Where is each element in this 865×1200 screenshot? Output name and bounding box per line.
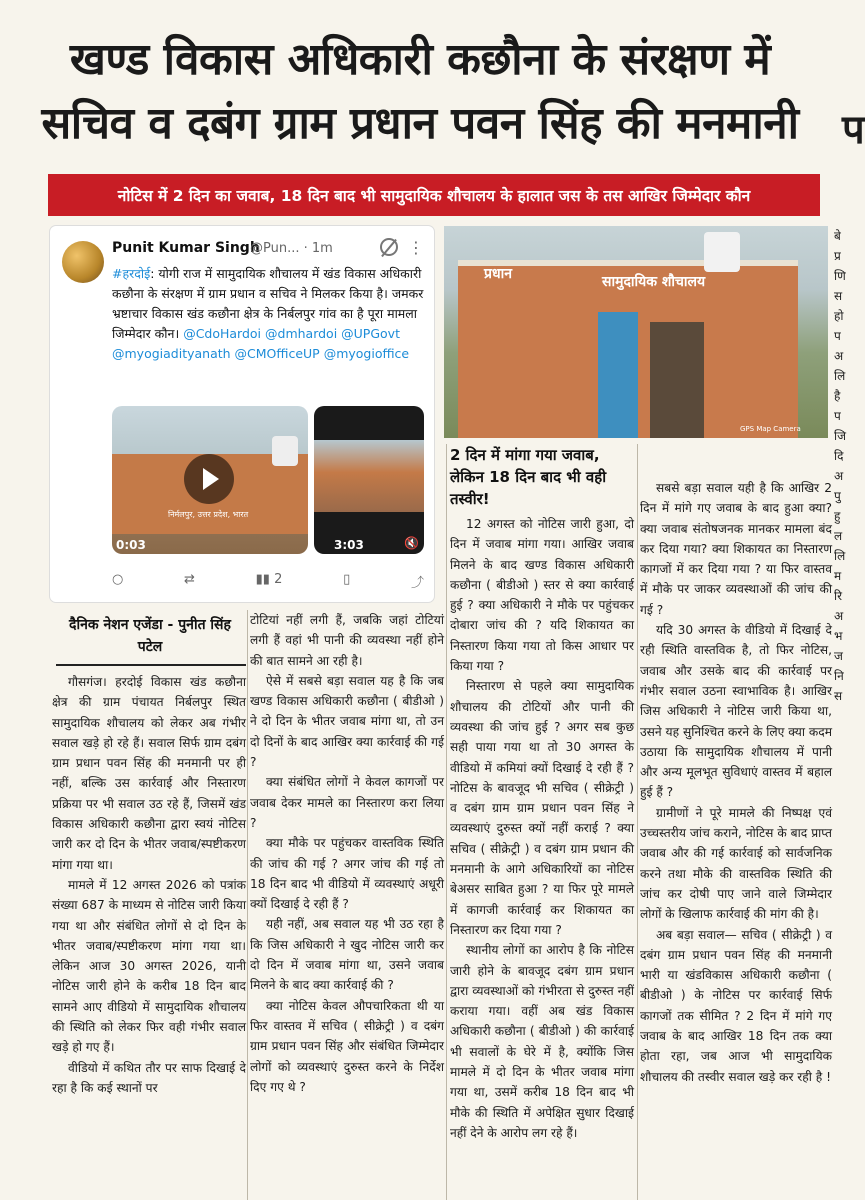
photo-door-dark — [650, 322, 704, 438]
tweet-video-1[interactable] — [112, 406, 308, 554]
bookmark-icon[interactable]: ▯ — [343, 572, 351, 587]
photo-door-blue — [598, 312, 638, 438]
paragraph: निस्तारण से पहले क्या सामुदायिक शौचालय की टोटियों और पानी की व्यवस्था की जांच हुई ? अगर सब कुछ सही पाया गया था तो 30 अगस्त के वीडियो में कमियां क्यों दिखाई दे रही हैं ? नोटिस के बावजूद भी सचिव ( सीक्रेट्री ) व दबंग ग्राम ग्राम प्रधान पवन सिंह ने व्यवस्थाएं दुरुस्त क्यों नहीं कराई ? क्या सचिव ( सीक्रेट्री ) व दबंग ग्राम प्रधान की मनमानी के आगे अधिकारियों का नोटिस बेअसर साबित हुआ ? या फिर पूरे मामले में कागजी कार्रवाई कर शिकायत का निस्तारण कर दिया गया ? — [450, 679, 634, 937]
article-column-4 — [640, 478, 832, 1200]
play-icon[interactable] — [184, 454, 234, 504]
paragraph: ऐसे में सबसे बड़ा सवाल यह है कि जब खण्ड विकास अधिकारी कछौना ( बीडीओ ) ने दो दिन के भीतर जवाब मांगा था, तो उन दो दिनों के बाद आखिर क्या कार्रवाई की गई ? — [250, 673, 444, 770]
share-icon[interactable]: ⤴ — [410, 576, 424, 591]
paragraph: अब बड़ा सवाल— सचिव ( सीक्रेट्री ) व दबंग ग्राम प्रधान पवन सिंह की मनमानी भारी या खंडविकास अधिकारी कछौना ( बीडीओ ) के नोटिस पर कार्रवाई सिर्फ कागजों तक सीमित ? 2 दिन में मांगे गए जवाब के बाद आखिर 18 दिन तक क्या होता रहा, जब आज भी सामुदायिक शौचालय की तस्वीर सवाल खड़े कर रही है ! — [640, 927, 832, 1084]
photo-caption: GPS Map Camera — [740, 425, 801, 433]
mute-icon[interactable]: 🔇 — [404, 536, 419, 550]
video-2-duration: 3:03 — [334, 538, 364, 552]
headline — [30, 28, 810, 156]
paragraph: यही नहीं, अब सवाल यह भी उठ रहा है कि जिस अधिकारी ने खुद नोटिस जारी कर दो दिन में जवाब मांगा था, उसने जवाब मिलने के बाद क्या कार्रवाई की ? — [250, 917, 444, 993]
paragraph: स्थानीय लोगों का आरोप है कि नोटिस जारी होने के बावजूद दबंग ग्राम प्रधान द्वारा व्यवस्थाओं को गंभीरता से दुरुस्त नहीं कराया गया। वहीं अब खंड विकास अधिकारी कछौना ( बीडीओ ) की कार्रवाई भी सवालों के घेरे में है, क्योंकि जिस मामले में दो दिन के भीतर जवाब मांगा गया था, उसमें करीब 18 दिन बाद भी मौके की स्थिति में अपेक्षित सुधार दिखाई नहीं देने के आरोप लग रहे हैं। — [450, 943, 634, 1140]
views-count: 2 — [274, 572, 283, 587]
tweet-body — [112, 264, 424, 364]
paragraph: टोटियां नहीं लगी हैं, जबकि जहां टोटियां लगी हैं वहां भी पानी की व्यवस्था नहीं होने की बात सामने आ रही है। — [250, 613, 444, 668]
tweet-video-2[interactable] — [314, 406, 424, 554]
photo-water-tank — [704, 232, 740, 272]
video-location-caption: निर्मलपुर, उत्तर प्रदेश, भारत — [168, 510, 249, 519]
avatar[interactable] — [62, 241, 104, 283]
paragraph: यदि 30 अगस्त के वीडियो में दिखाई दे रही स्थिति वास्तविक है, तो फिर नोटिस, जवाब और उसके बाद की कार्रवाई पर गंभीर सवाल उठना स्वाभाविक है। आखिर जिस अधिकारी ने नोटिस जारी किया था, उसने यह सुनिश्चित करने के लिए क्या कदम उठाया कि सामुदायिक शौचालय में पानी और अन्य मूलभूत सुविधाएं वास्तव में बहाल हुई हैं ? — [640, 623, 833, 800]
byline: दैनिक नेशन एजेंडा - पुनीत सिंह पटेल — [69, 617, 231, 655]
retweet-icon[interactable]: ⇄ — [184, 572, 195, 587]
subtitle-band: नोटिस में 2 दिन का जवाब, 18 दिन बाद भी सामुदायिक शौचालय के हालात जस के तस आखिर जिम्मेदार कौन — [48, 174, 820, 216]
tweet-actions — [112, 572, 424, 591]
paragraph: 12 अगस्त को नोटिस जारी हुआ, दो दिन में जवाब मांगा गया। आखिर जवाब मिलने के बाद खण्ड विकास अधिकारी कछौना ( बीडीओ ) स्तर से क्या कार्रवाई हुई ? क्या अधिकारी ने मौके पर पहुंचकर दोबारा जांच की ? यदि शिकायत का निस्तारण किया गया तो किस आधार पर किया गया ? — [450, 517, 634, 674]
headline-line-1: खण्ड विकास अधिकारी कछौना के संरक्षण में — [69, 34, 771, 85]
tweet-author-name[interactable]: Punit Kumar Singh — [112, 240, 260, 256]
tweet-mentions[interactable]: @CdoHardoi @dmhardoi @UPGovt @myogiadityanath @CMOfficeUP @myogioffice — [112, 326, 410, 361]
headline-line-2: सचिव व दबंग ग्राम प्रधान पवन सिंह की मनमानी — [41, 98, 799, 149]
article-column-2 — [250, 610, 444, 1200]
views-button[interactable] — [256, 572, 283, 591]
cropped-headline-glyph: प — [842, 107, 865, 153]
video-frame-tank — [272, 436, 298, 466]
column-divider — [446, 444, 447, 1200]
photo-wall-text-2: सामुदायिक शौचालय — [602, 274, 706, 290]
bar-chart-icon: ▮▮ — [255, 572, 275, 587]
tweet-handle[interactable]: @Pun... · 1m — [250, 241, 333, 256]
tweet-text: : योगी राज में सामुदायिक शौचालय में खंड विकास अधिकारी कछौना के संरक्षण में ग्राम प्रधान व सचिव ने मिलकर किया है। जमकर भ्रष्टाचार विकास खंड कछौना क्षेत्र के निर्बलपुर गांव का है पूरा मामला जिम्मेदार कौन। — [112, 266, 424, 341]
no-entry-icon — [380, 238, 398, 256]
more-options-icon[interactable]: ⋮ — [408, 238, 424, 257]
column-divider — [247, 610, 248, 1200]
paragraph: गौसगंज। हरदोई विकास खंड कछौना क्षेत्र की ग्राम पंचायत निर्बलपुर स्थित सामुदायिक शौचालय को लेकर अब गंभीर सवाल खड़े हो रहे हैं। सवाल सिर्फ ग्राम दबंग ग्राम प्रधान पवन सिंह की मनमानी पर ही नहीं, बल्कि उस कार्रवाई और निस्तारण प्रक्रिया पर भी सवाल उठ रहे हैं, जिसमें खंड विकास अधिकारी कछौना द्वारा स्वयं नोटिस जारी कर दो दिन के भीतर जवाब/स्पष्टीकरण मांगा गया था। — [52, 675, 246, 872]
comment-icon[interactable]: ○ — [112, 572, 124, 587]
column-divider — [637, 444, 638, 1200]
paragraph: ग्रामीणों ने पूरे मामले की निष्पक्ष एवं उच्चस्तरीय जांच कराने, नोटिस के बाद प्राप्त जवाब और की गई कार्रवाई को सार्वजनिक करने तथा मौके की वास्तविक स्थिति की जांच कर दोषी पाए जाने वाले जिम्मेदार लोगों के खिलाफ कार्रवाई की मांग की है। — [640, 805, 832, 922]
article-column-3 — [450, 514, 634, 1200]
paragraph: क्या मौके पर पहुंचकर वास्तविक स्थिति की जांच की गई ? अगर जांच की गई तो 18 दिन बाद भी वीडियो में व्यवस्थाएं अधूरी क्यों दिखाई दे रही हैं ? — [250, 836, 444, 912]
paragraph: वीडियो में कथित तौर पर साफ दिखाई दे रहा है कि कई स्थानों पर — [52, 1060, 246, 1095]
video-1-duration: 0:03 — [116, 538, 146, 552]
article-column-1 — [52, 672, 246, 1200]
photo-wall-text-1: प्रधान — [484, 266, 512, 282]
video-frame-2 — [314, 440, 424, 512]
tweet-card — [50, 226, 434, 602]
subheading: 2 दिन में मांगा गया जवाब, लेकिन 18 दिन बाद भी वही तस्वीर! — [450, 446, 607, 508]
byline-rule — [56, 664, 246, 666]
paragraph: सबसे बड़ा सवाल यही है कि आखिर 2 दिन में मांगे गए जवाब के बाद हुआ क्या? क्या जवाब संतोषजनक मानकर मामला बंद कर दिया गया? क्या शिकायत का निस्तारण कागजों में कर दिया गया ? या फिर वास्तव में मौके पर जाकर व्यवस्थाओं की जांच की गई ? — [640, 481, 832, 617]
adjacent-column-strip: बे प्र णि स हो प अ लि है प जि दि अ पु हु ल लि म रि अ भ ज नि स — [834, 229, 847, 703]
paragraph: क्या नोटिस केवल औपचारिकता थी या फिर वास्तव में सचिव ( सीक्रेट्री ) व दबंग ग्राम प्रधान पवन सिंह और संबंधित जिम्मेदार लोगों को व्यवस्थाएं दुरुस्त करने के निर्देश दिए गए थे ? — [250, 998, 444, 1094]
tweet-hashtag[interactable]: #हरदोई — [112, 266, 151, 281]
toilet-photo — [444, 226, 828, 438]
paragraph: क्या संबंधित लोगों ने केवल कागजों पर जवाब देकर मामले का निस्तारण करा लिया ? — [250, 775, 444, 830]
paragraph: मामले में 12 अगस्त 2026 को पत्रांक संख्या 687 के माध्यम से नोटिस जारी किया गया था और संबंधित लोगों से दो दिन के भीतर जवाब/स्पष्टीकरण मांगा गया था। लेकिन आज 30 अगस्त 2026, यानी नोटिस जारी होने के करीब 18 दिन बाद सामने आए वीडियो में सामुदायिक शौचालय की स्थिति को लेकर फिर वही गंभीर सवाल खड़े हो गए हैं। — [52, 877, 246, 1055]
